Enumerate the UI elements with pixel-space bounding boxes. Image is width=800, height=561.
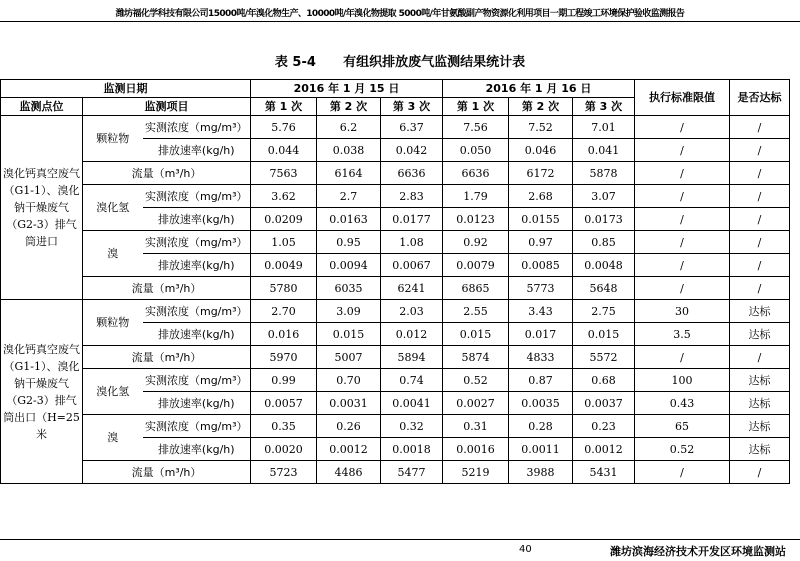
measure-item-cell: 排放速率(kg/h) <box>143 208 251 231</box>
value-cell: 0.012 <box>381 323 443 346</box>
item-header-cell: 监测项目 <box>83 98 251 116</box>
value-cell: 0.0041 <box>381 392 443 415</box>
value-cell: 5878 <box>573 162 635 185</box>
running-header: 潍坊福化学科技有限公司15000吨/年溴化物生产、10000吨/年溴化物提取 5000吨/年甘氨酸副产物资源化利用项目一期工程竣工环境保护验收监测报告 <box>115 9 685 19</box>
limit-cell: / <box>635 162 730 185</box>
flow-label-cell: 流量（m³/h） <box>83 346 251 369</box>
value-cell: 0.0067 <box>381 254 443 277</box>
limit-cell: / <box>635 208 730 231</box>
pollutant-cell: 溴化氢 <box>83 369 143 415</box>
value-cell: 0.0035 <box>509 392 573 415</box>
value-cell: 1.08 <box>381 231 443 254</box>
table-row <box>1 461 790 484</box>
limit-cell: 65 <box>635 415 730 438</box>
value-cell: 7.56 <box>443 116 509 139</box>
value-cell: 5894 <box>381 346 443 369</box>
table-row <box>1 300 790 323</box>
value-cell: 3.43 <box>509 300 573 323</box>
flow-label-cell: 流量（m³/h） <box>83 277 251 300</box>
value-cell: 6035 <box>317 277 381 300</box>
value-cell: 2.68 <box>509 185 573 208</box>
measure-item-cell: 实测浓度（mg/m³） <box>143 369 251 392</box>
run-header-cell: 第 3 次 <box>573 98 635 116</box>
value-cell: 2.7 <box>317 185 381 208</box>
location-header-cell: 监测点位 <box>1 98 83 116</box>
compliance-cell: / <box>730 162 790 185</box>
compliance-cell: 达标 <box>730 392 790 415</box>
measure-item-cell: 排放速率(kg/h) <box>143 392 251 415</box>
value-cell: 5007 <box>317 346 381 369</box>
measure-item-cell: 实测浓度（mg/m³） <box>143 185 251 208</box>
limit-cell: / <box>635 346 730 369</box>
location-cell: 溴化钙真空废气（G1-1）、溴化钠干燥废气（G2-3）排气筒出口（H=25 米 <box>1 300 83 484</box>
value-cell: 0.0016 <box>443 438 509 461</box>
value-cell: 0.0057 <box>251 392 317 415</box>
compliance-header-cell: 是否达标 <box>730 80 790 116</box>
value-cell: 0.0018 <box>381 438 443 461</box>
value-cell: 1.79 <box>443 185 509 208</box>
value-cell: 0.0209 <box>251 208 317 231</box>
run-header-cell: 第 1 次 <box>251 98 317 116</box>
value-cell: 7563 <box>251 162 317 185</box>
measure-item-cell: 排放速率(kg/h) <box>143 323 251 346</box>
date2-cell: 2016 年 1 月 16 日 <box>443 80 635 98</box>
value-cell: 0.74 <box>381 369 443 392</box>
limit-cell: 3.5 <box>635 323 730 346</box>
compliance-cell: / <box>730 208 790 231</box>
value-cell: 5773 <box>509 277 573 300</box>
value-cell: 0.0085 <box>509 254 573 277</box>
value-cell: 0.046 <box>509 139 573 162</box>
flow-label-cell: 流量（m³/h） <box>83 162 251 185</box>
pollutant-cell: 溴 <box>83 231 143 277</box>
table-title: 表 5-4 有组织排放废气监测结果统计表 <box>274 55 526 70</box>
measure-item-cell: 排放速率(kg/h) <box>143 139 251 162</box>
value-cell: 5572 <box>573 346 635 369</box>
limit-cell: / <box>635 116 730 139</box>
value-cell: 0.99 <box>251 369 317 392</box>
value-cell: 0.0020 <box>251 438 317 461</box>
value-cell: 0.31 <box>443 415 509 438</box>
value-cell: 2.55 <box>443 300 509 323</box>
value-cell: 7.52 <box>509 116 573 139</box>
value-cell: 0.97 <box>509 231 573 254</box>
limit-cell: 0.52 <box>635 438 730 461</box>
value-cell: 6172 <box>509 162 573 185</box>
value-cell: 0.70 <box>317 369 381 392</box>
pollutant-cell: 颗粒物 <box>83 300 143 346</box>
value-cell: 0.0011 <box>509 438 573 461</box>
limit-header-cell: 执行标准限值 <box>635 80 730 116</box>
value-cell: 1.05 <box>251 231 317 254</box>
table-row <box>1 162 790 185</box>
measure-item-cell: 实测浓度（mg/m³） <box>143 116 251 139</box>
flow-label-cell: 流量（m³/h） <box>83 461 251 484</box>
table-row <box>1 185 790 208</box>
value-cell: 0.95 <box>317 231 381 254</box>
value-cell: 0.0177 <box>381 208 443 231</box>
value-cell: 0.038 <box>317 139 381 162</box>
value-cell: 0.050 <box>443 139 509 162</box>
value-cell: 0.26 <box>317 415 381 438</box>
value-cell: 0.042 <box>381 139 443 162</box>
value-cell: 0.016 <box>251 323 317 346</box>
value-cell: 0.92 <box>443 231 509 254</box>
footer-rule <box>0 539 800 540</box>
table-row <box>1 116 790 139</box>
limit-cell: / <box>635 185 730 208</box>
measure-item-cell: 排放速率(kg/h) <box>143 254 251 277</box>
limit-cell: / <box>635 277 730 300</box>
value-cell: 0.0163 <box>317 208 381 231</box>
limit-cell: / <box>635 231 730 254</box>
compliance-cell: / <box>730 346 790 369</box>
header-row-dates <box>1 80 790 98</box>
value-cell: 2.03 <box>381 300 443 323</box>
table-row <box>1 277 790 300</box>
value-cell: 6.37 <box>381 116 443 139</box>
measure-item-cell: 实测浓度（mg/m³） <box>143 415 251 438</box>
value-cell: 0.0123 <box>443 208 509 231</box>
value-cell: 0.0012 <box>317 438 381 461</box>
value-cell: 0.0027 <box>443 392 509 415</box>
value-cell: 3988 <box>509 461 573 484</box>
compliance-cell: 达标 <box>730 369 790 392</box>
run-header-cell: 第 2 次 <box>317 98 381 116</box>
limit-cell: / <box>635 139 730 162</box>
value-cell: 0.0173 <box>573 208 635 231</box>
value-cell: 6636 <box>381 162 443 185</box>
measure-item-cell: 排放速率(kg/h) <box>143 438 251 461</box>
value-cell: 6636 <box>443 162 509 185</box>
table-row <box>1 415 790 438</box>
measure-item-cell: 实测浓度（mg/m³） <box>143 231 251 254</box>
run-header-cell: 第 2 次 <box>509 98 573 116</box>
value-cell: 0.85 <box>573 231 635 254</box>
value-cell: 0.0094 <box>317 254 381 277</box>
value-cell: 0.041 <box>573 139 635 162</box>
value-cell: 5648 <box>573 277 635 300</box>
value-cell: 3.62 <box>251 185 317 208</box>
value-cell: 5477 <box>381 461 443 484</box>
value-cell: 3.09 <box>317 300 381 323</box>
header-rule <box>0 21 800 22</box>
table-row <box>1 231 790 254</box>
date-label-cell: 监测日期 <box>1 80 251 98</box>
compliance-cell: 达标 <box>730 415 790 438</box>
value-cell: 0.0049 <box>251 254 317 277</box>
value-cell: 5219 <box>443 461 509 484</box>
value-cell: 7.01 <box>573 116 635 139</box>
limit-cell: 100 <box>635 369 730 392</box>
pollutant-cell: 溴 <box>83 415 143 461</box>
value-cell: 0.0031 <box>317 392 381 415</box>
compliance-cell: 达标 <box>730 323 790 346</box>
value-cell: 5723 <box>251 461 317 484</box>
value-cell: 0.68 <box>573 369 635 392</box>
value-cell: 5970 <box>251 346 317 369</box>
limit-cell: / <box>635 254 730 277</box>
value-cell: 0.52 <box>443 369 509 392</box>
value-cell: 2.75 <box>573 300 635 323</box>
emission-results-table <box>0 79 790 484</box>
date1-cell: 2016 年 1 月 15 日 <box>251 80 443 98</box>
value-cell: 2.83 <box>381 185 443 208</box>
value-cell: 5780 <box>251 277 317 300</box>
limit-cell: / <box>635 461 730 484</box>
value-cell: 0.044 <box>251 139 317 162</box>
value-cell: 0.0155 <box>509 208 573 231</box>
value-cell: 0.0079 <box>443 254 509 277</box>
value-cell: 2.70 <box>251 300 317 323</box>
value-cell: 0.0012 <box>573 438 635 461</box>
value-cell: 5874 <box>443 346 509 369</box>
value-cell: 6241 <box>381 277 443 300</box>
value-cell: 0.015 <box>317 323 381 346</box>
value-cell: 0.35 <box>251 415 317 438</box>
pollutant-cell: 颗粒物 <box>83 116 143 162</box>
pollutant-cell: 溴化氢 <box>83 185 143 231</box>
value-cell: 0.23 <box>573 415 635 438</box>
value-cell: 6.2 <box>317 116 381 139</box>
value-cell: 6865 <box>443 277 509 300</box>
value-cell: 0.87 <box>509 369 573 392</box>
value-cell: 0.017 <box>509 323 573 346</box>
location-cell: 溴化钙真空废气（G1-1）、溴化钠干燥废气（G2-3）排气筒进口 <box>1 116 83 300</box>
compliance-cell: / <box>730 254 790 277</box>
compliance-cell: 达标 <box>730 300 790 323</box>
measure-item-cell: 实测浓度（mg/m³） <box>143 300 251 323</box>
value-cell: 0.0048 <box>573 254 635 277</box>
value-cell: 0.015 <box>573 323 635 346</box>
value-cell: 5.76 <box>251 116 317 139</box>
value-cell: 0.28 <box>509 415 573 438</box>
compliance-cell: / <box>730 461 790 484</box>
compliance-cell: / <box>730 139 790 162</box>
value-cell: 5431 <box>573 461 635 484</box>
compliance-cell: / <box>730 231 790 254</box>
value-cell: 6164 <box>317 162 381 185</box>
table-body <box>1 80 790 484</box>
compliance-cell: / <box>730 185 790 208</box>
value-cell: 4833 <box>509 346 573 369</box>
value-cell: 3.07 <box>573 185 635 208</box>
compliance-cell: / <box>730 116 790 139</box>
compliance-cell: 达标 <box>730 438 790 461</box>
compliance-cell: / <box>730 277 790 300</box>
run-header-cell: 第 3 次 <box>381 98 443 116</box>
value-cell: 0.0037 <box>573 392 635 415</box>
station-name: 潍坊滨海经济技术开发区环境监测站 <box>610 545 786 558</box>
run-header-cell: 第 1 次 <box>443 98 509 116</box>
value-cell: 4486 <box>317 461 381 484</box>
table-row <box>1 346 790 369</box>
table-row <box>1 369 790 392</box>
value-cell: 0.32 <box>381 415 443 438</box>
page-number: 40 <box>519 544 532 555</box>
limit-cell: 0.43 <box>635 392 730 415</box>
value-cell: 0.015 <box>443 323 509 346</box>
limit-cell: 30 <box>635 300 730 323</box>
